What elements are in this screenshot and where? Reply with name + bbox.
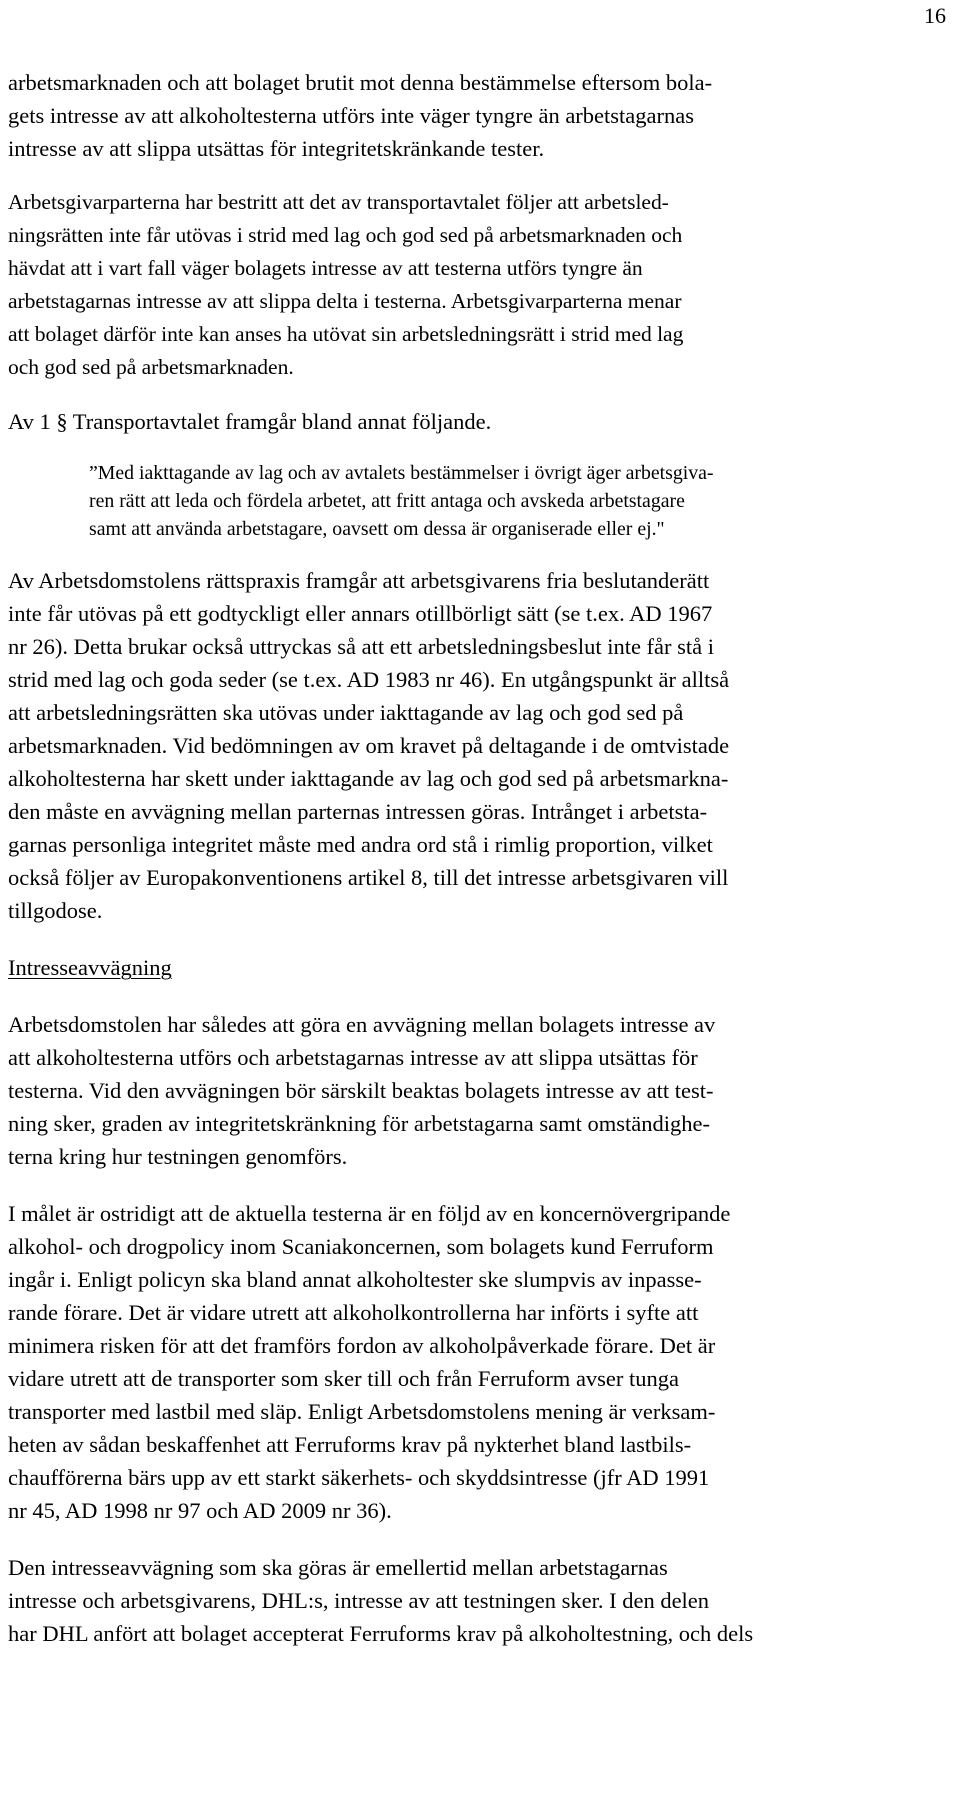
text-line: ning sker, graden av integritetskränkning för arbetstagarna samt omständighe- xyxy=(8,1111,711,1136)
paragraph-4 xyxy=(8,564,948,927)
text-line: hävdat att i vart fall väger bolagets intresse av att testerna utförs tyngre än xyxy=(8,256,643,280)
text-line: arbetstagarnas intresse av att slippa delta i testerna. Arbetsgivarparterna menar xyxy=(8,289,682,313)
text-line: heten av sådan beskaffenhet att Ferruforms krav på nykterhet bland lastbils- xyxy=(8,1432,692,1457)
text-line: den måste en avvägning mellan parternas intressen göras. Intrånget i arbetsta- xyxy=(8,799,708,824)
document-body xyxy=(8,66,948,1650)
text-line: intresse och arbetsgivarens, DHL:s, intresse av att testningen sker. I den delen xyxy=(8,1588,710,1613)
page-number: 16 xyxy=(924,3,946,28)
text-line: terna kring hur testningen genomförs. xyxy=(8,1144,348,1169)
text-line: att bolaget därför inte kan anses ha utövat sin arbetsledningsrätt i strid med lag xyxy=(8,322,684,346)
text-line: att alkoholtesterna utförs och arbetstagarnas intresse av att slippa utsättas för xyxy=(8,1045,698,1070)
text-line: intresse av att slippa utsättas för integritetskränkande tester. xyxy=(8,136,545,161)
text-line: ingår i. Enligt policyn ska bland annat alkoholtester ske slumpvis av inpasse- xyxy=(8,1267,702,1292)
text-line: arbetsmarknaden. Vid bedömningen av om kravet på deltagande i de omtvistade xyxy=(8,733,730,758)
text-line: att arbetsledningsrätten ska utövas under iakttagande av lag och god sed på xyxy=(8,700,684,725)
text-line: strid med lag och goda seder (se t.ex. AD 1983 nr 46). En utgångspunkt är alltså xyxy=(8,667,730,692)
text-line: chaufförerna bärs upp av ett starkt säkerhets- och skyddsintresse (jfr AD 1991 xyxy=(8,1465,710,1490)
text-line: Den intresseavvägning som ska göras är emellertid mellan arbetstagarnas xyxy=(8,1555,668,1580)
text-line: vidare utrett att de transporter som sker till och från Ferruform avser tunga xyxy=(8,1366,680,1391)
section-heading: Intresseavvägning xyxy=(8,955,172,980)
paragraph-2 xyxy=(8,186,948,384)
paragraph-6 xyxy=(8,1197,948,1527)
text-line: arbetsmarknaden och att bolaget brutit mot denna bestämmelse eftersom bola- xyxy=(8,70,713,95)
text-line: också följer av Europakonventionens artikel 8, till det intresse arbetsgivaren vill xyxy=(8,865,729,890)
text-line: transporter med lastbil med släp. Enligt Arbetsdomstolens mening är verksam- xyxy=(8,1399,716,1424)
text-line: nr 45, AD 1998 nr 97 och AD 2009 nr 36). xyxy=(8,1498,392,1523)
paragraph-3 xyxy=(8,405,948,438)
text-line: inte får utövas på ett godtyckligt eller annars otillbörligt sätt (se t.ex. AD 1967 xyxy=(8,601,713,626)
paragraph-7 xyxy=(8,1551,948,1650)
block-quote xyxy=(8,459,948,543)
text-line: har DHL anfört att bolaget accepterat Ferruforms krav på alkoholtestning, och dels xyxy=(8,1621,754,1646)
text-line: rande förare. Det är vidare utrett att alkoholkontrollerna har införts i syfte att xyxy=(8,1300,699,1325)
text-line: tillgodose. xyxy=(8,898,103,923)
quote-line: ren rätt att leda och fördela arbetet, att fritt antaga och avskeda arbetstagare xyxy=(89,490,685,512)
text-line: Av Arbetsdomstolens rättspraxis framgår att arbetsgivarens fria beslutanderätt xyxy=(8,568,710,593)
text-line: garnas personliga integritet måste med andra ord stå i rimlig proportion, vilket xyxy=(8,832,713,857)
text-line: alkoholtesterna har skett under iakttagande av lag och god sed på arbetsmarkna- xyxy=(8,766,729,791)
text-line: och god sed på arbetsmarknaden. xyxy=(8,355,294,379)
text-line: Arbetsdomstolen har således att göra en avvägning mellan bolagets intresse av xyxy=(8,1012,716,1037)
quote-line: samt att använda arbetstagare, oavsett om dessa är organiserade eller ej." xyxy=(89,518,665,540)
text-line: minimera risken för att det framförs fordon av alkoholpåverkade förare. Det är xyxy=(8,1333,716,1358)
text-line: ningsrätten inte får utövas i strid med lag och god sed på arbetsmarknaden och xyxy=(8,223,683,247)
paragraph-1 xyxy=(8,66,948,165)
text-line: alkohol- och drogpolicy inom Scaniakoncernen, som bolagets kund Ferruform xyxy=(8,1234,714,1259)
quote-line: ”Med iakttagande av lag och av avtalets bestämmelser i övrigt äger arbetsgiva- xyxy=(89,462,714,484)
text-line: I målet är ostridigt att de aktuella testerna är en följd av en koncernövergripande xyxy=(8,1201,731,1226)
paragraph-5 xyxy=(8,1008,948,1173)
text-line: gets intresse av att alkoholtesterna utförs inte väger tyngre än arbetstagarnas xyxy=(8,103,694,128)
text-line: Av 1 § Transportavtalet framgår bland annat följande. xyxy=(8,409,492,434)
text-line: nr 26). Detta brukar också uttryckas så att ett arbetsledningsbeslut inte får stå i xyxy=(8,634,715,659)
text-line: Arbetsgivarparterna har bestritt att det av transportavtalet följer att arbetsled- xyxy=(8,190,669,214)
text-line: testerna. Vid den avvägningen bör särskilt beaktas bolagets intresse av att test- xyxy=(8,1078,714,1103)
